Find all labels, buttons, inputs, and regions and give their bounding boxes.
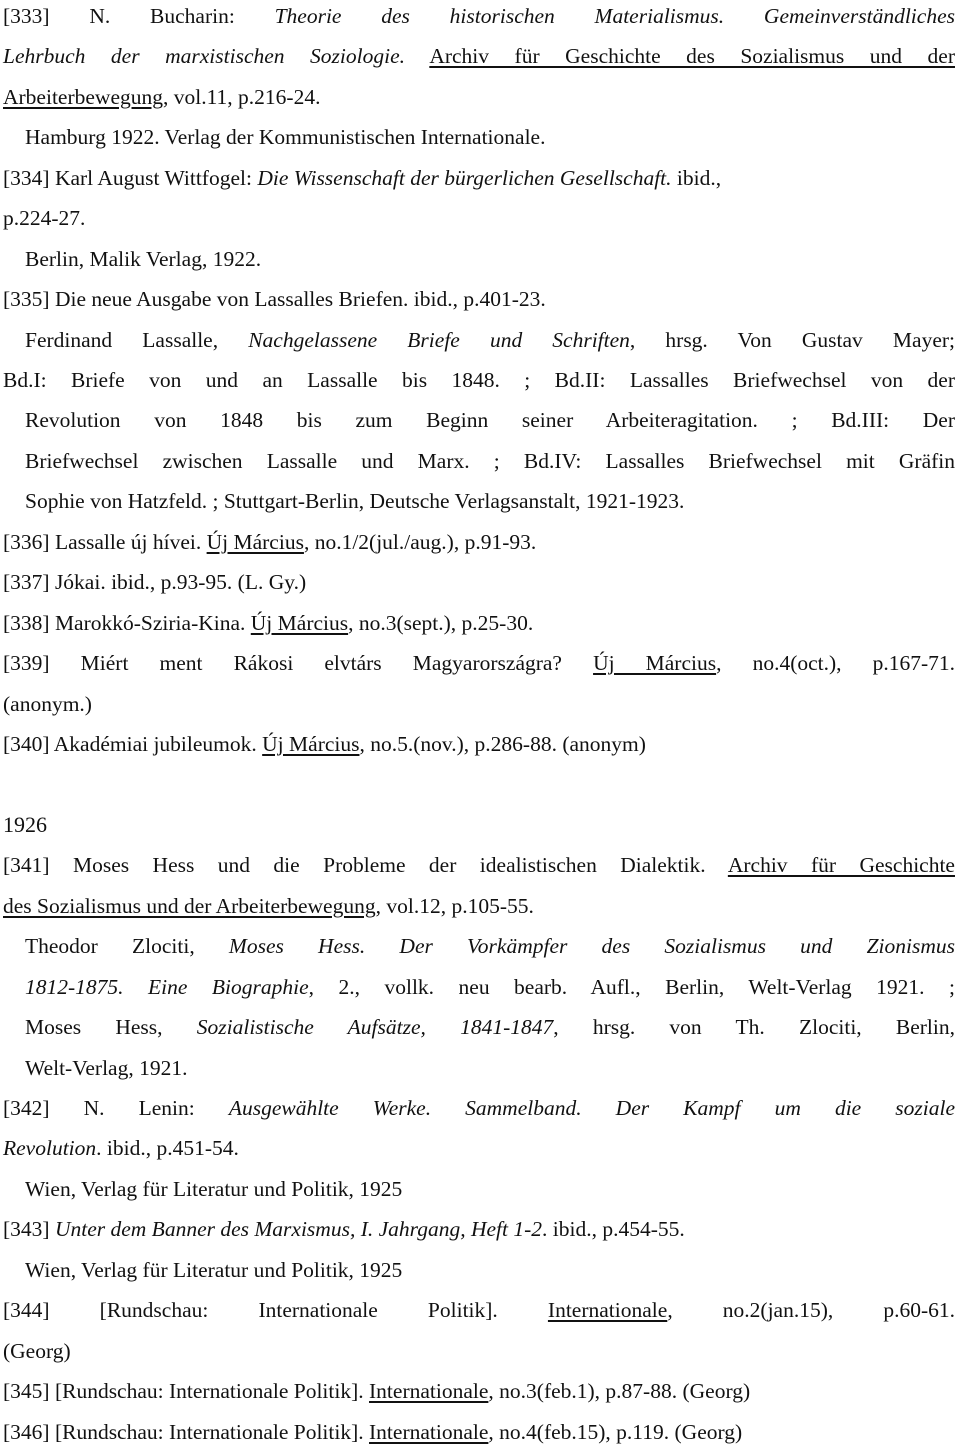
- text-segment: , no.4(oct.), p.167-71.: [716, 651, 956, 675]
- journal-title: Archiv für Geschichte des Sozialismus und der: [429, 44, 955, 68]
- text-segment: [405, 44, 429, 68]
- text-segment: Briefwechsel zwischen Lassalle und Marx. ; Bd.IV: Lassalles Briefwechsel mit Gräfin: [25, 449, 955, 473]
- journal-title: Internationale: [369, 1420, 489, 1444]
- text-segment: , vol.12, p.105-55.: [375, 894, 534, 918]
- text-segment: , hrsg. Von Gustav Mayer;: [629, 328, 955, 352]
- text-segment: [340] Akadémiai jubileumok.: [3, 732, 263, 756]
- journal-title: des Sozialismus und der Arbeiterbewegung: [3, 894, 376, 918]
- text-segment: (Georg): [3, 1339, 71, 1363]
- work-title: Lehrbuch der marxistischen Soziologie.: [3, 44, 405, 68]
- text-segment: [336] Lassalle új hívei.: [3, 530, 207, 554]
- year-heading: [3, 812, 955, 838]
- entry-341-note: [25, 974, 955, 1000]
- text-segment: [346] [Rundschau: Internationale Politik].: [3, 1420, 370, 1444]
- text-segment: [334] Karl August Wittfogel:: [3, 166, 258, 190]
- text-segment: Bd.I: Briefe von und an Lassalle bis 1848. ; Bd.II: Lassalles Briefwechsel von der: [3, 368, 955, 392]
- entry-335-note: [3, 367, 955, 393]
- entry-335-note: [25, 327, 955, 353]
- journal-title: Új Március: [250, 611, 349, 635]
- work-title: Theorie des historischen Materialismus. Gemeinverständliches: [274, 4, 955, 28]
- text-segment: Hamburg 1922. Verlag der Kommunistischen Internationale.: [25, 125, 546, 149]
- text-segment: Ferdinand Lassalle,: [25, 328, 249, 352]
- entry-341-line: [3, 852, 955, 878]
- entry-333-line: [3, 3, 955, 29]
- entry-333-note: [25, 124, 955, 150]
- text-segment: Sophie von Hatzfeld. ; Stuttgart-Berlin, Deutsche Verlagsanstalt, 1921-1923.: [25, 489, 685, 513]
- text-segment: . ibid., p.451-54.: [96, 1136, 239, 1160]
- entry-345: [3, 1378, 955, 1404]
- text-segment: [339] Miért ment Rákosi elvtárs Magyarországra?: [3, 651, 594, 675]
- work-title: 1812-1875. Eine Biographie: [25, 975, 309, 999]
- journal-title: Internationale: [547, 1298, 668, 1322]
- text-segment: , no.2(jan.15), p.60-61.: [667, 1298, 956, 1322]
- text-segment: [344] [Rundschau: Internationale Politik].: [3, 1298, 548, 1322]
- entry-334-note: [25, 246, 955, 272]
- entry-339-line: [3, 691, 955, 717]
- entry-341-note: [25, 1014, 955, 1040]
- text-segment: p.224-27.: [3, 206, 86, 230]
- text-segment: [343]: [3, 1217, 55, 1241]
- text-segment: , no.1/2(jul./aug.), p.91-93.: [303, 530, 537, 554]
- entry-344-line: [3, 1338, 955, 1364]
- text-segment: , hrsg. von Th. Zlociti, Berlin,: [553, 1015, 955, 1039]
- text-segment: Moses Hess,: [25, 1015, 197, 1039]
- entry-343: [3, 1216, 955, 1242]
- journal-title: Új Március: [593, 651, 717, 675]
- text-segment: , no.4(feb.15), p.119. (Georg): [488, 1420, 743, 1444]
- entry-342-line: [3, 1095, 955, 1121]
- work-title: Sozialistische Aufsätze, 1841-1847: [196, 1015, 554, 1039]
- text-segment: [341] Moses Hess und die Probleme der idealistischen Dialektik.: [3, 853, 728, 877]
- journal-title: Új Március: [206, 530, 304, 554]
- text-segment: , 2., vollk. neu bearb. Aufl., Berlin, Welt-Verlag 1921. ;: [308, 975, 955, 999]
- entry-335-note: [25, 448, 955, 474]
- work-title: Moses Hess. Der Vorkämpfer des Sozialismus und Zionismus: [228, 934, 956, 958]
- text-segment: [342] N. Lenin:: [3, 1096, 229, 1120]
- work-title: Revolution: [3, 1136, 97, 1160]
- work-title: Ausgewählte Werke. Sammelband. Der Kampf um die soziale: [228, 1096, 956, 1120]
- entry-333-line: [3, 84, 955, 110]
- entry-334-line: [3, 165, 955, 191]
- journal-title: Internationale: [369, 1379, 489, 1403]
- entry-341-line: [3, 893, 955, 919]
- work-title: Unter dem Banner des Marxismus, I. Jahrgang, Heft 1-2: [54, 1217, 543, 1241]
- text-segment: Revolution von 1848 bis zum Beginn seiner Arbeiteragitation. ; Bd.III: Der: [25, 408, 955, 432]
- journal-title: Arbeiterbewegung: [3, 85, 163, 109]
- entry-335-note: [25, 407, 955, 433]
- text-segment: [338] Marokkó-Sziria-Kina.: [3, 611, 251, 635]
- entry-344-line: [3, 1297, 955, 1323]
- text-segment: Wien, Verlag für Literatur und Politik, 1925: [25, 1177, 403, 1201]
- journal-title: Archiv für Geschichte: [727, 853, 955, 877]
- work-title: Die Wissenschaft der bürgerlichen Gesellschaft.: [257, 166, 672, 190]
- entry-336: [3, 529, 955, 555]
- text-segment: , no.3(sept.), p.25-30.: [348, 611, 534, 635]
- entry-341-note: [25, 1055, 955, 1081]
- text-segment: 1926: [3, 812, 47, 837]
- entry-335-note: [25, 488, 955, 514]
- work-title: Nachgelassene Briefe und Schriften: [248, 328, 630, 352]
- text-segment: Welt-Verlag, 1921.: [25, 1056, 188, 1080]
- text-segment: Theodor Zlociti,: [25, 934, 229, 958]
- text-segment: [333] N. Bucharin:: [3, 4, 275, 28]
- entry-346: [3, 1419, 955, 1445]
- entry-341-note: [25, 933, 955, 959]
- journal-title: Új Március: [262, 732, 360, 756]
- entry-335-line: [3, 286, 955, 312]
- entry-334-line: [3, 205, 955, 231]
- text-segment: , no.3(feb.1), p.87-88. (Georg): [488, 1379, 751, 1403]
- text-segment: Berlin, Malik Verlag, 1922.: [25, 247, 262, 271]
- entry-339-line: [3, 650, 955, 676]
- text-segment: [337] Jókai. ibid., p.93-95. (L. Gy.): [3, 570, 307, 594]
- text-segment: [345] [Rundschau: Internationale Politik].: [3, 1379, 370, 1403]
- text-segment: (anonym.): [3, 692, 92, 716]
- entry-342-note: [25, 1176, 955, 1202]
- entry-337: [3, 569, 955, 595]
- text-segment: Wien, Verlag für Literatur und Politik, 1925: [25, 1258, 403, 1282]
- entry-338: [3, 610, 955, 636]
- entry-342-line: [3, 1135, 955, 1161]
- entry-340: [3, 731, 955, 757]
- text-segment: , vol.11, p.216-24.: [163, 85, 321, 109]
- entry-333-line: [3, 43, 955, 69]
- entry-343-note: [25, 1257, 955, 1283]
- text-segment: ibid.,: [671, 166, 722, 190]
- text-segment: [335] Die neue Ausgabe von Lassalles Briefen. ibid., p.401-23.: [3, 287, 546, 311]
- text-segment: . ibid., p.454-55.: [542, 1217, 685, 1241]
- text-segment: , no.5.(nov.), p.286-88. (anonym): [359, 732, 646, 756]
